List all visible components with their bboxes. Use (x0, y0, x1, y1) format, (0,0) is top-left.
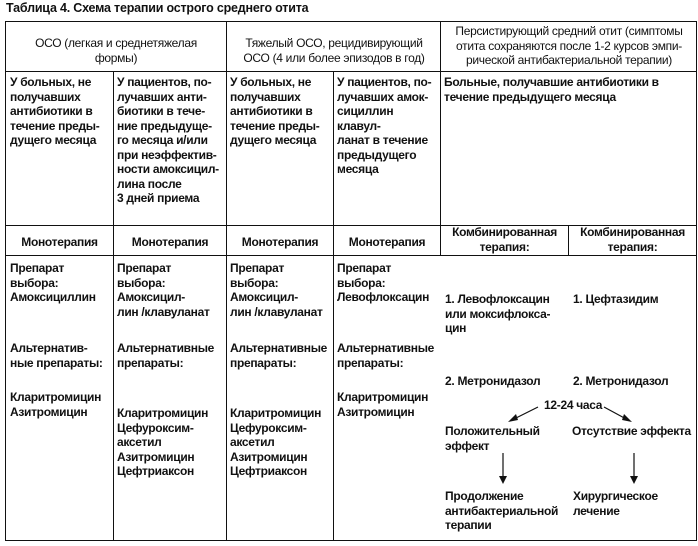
surgical-treatment: Хирургическое лечение (573, 489, 658, 518)
combo-step2-col6: 2. Метронидазол (573, 374, 669, 388)
drug-choice-col4: Препарат выбора: Левофлоксацин (337, 261, 430, 304)
alt-list-col1: Кларитромицин Азитромицин (10, 390, 102, 419)
header-persistent: Персистирующий средний отит (симптомы отита сохраняются после 1-2 курсов эмпи- рической антибактериальной терапии) (455, 24, 683, 67)
group-cell-2: У пациентов, по- лучавших анти- биотики в тече- ние предыдуще- го месяца и/или при неэффектив- ности амоксицил- лина после 3 дней приема (117, 75, 219, 205)
combo-step1-col6: 1. Цефтазидим (573, 292, 659, 306)
alt-list-col3: Кларитромицин Цефуроксим- аксетил Азитромицин Цефтриаксон (230, 406, 322, 478)
arrowhead-surgery (630, 476, 638, 484)
arrowhead-continue (499, 476, 507, 484)
therapy-cell-6: Комбинированная терапия: (580, 225, 685, 254)
header-oso-mild: ОСО (легкая и среднетяжелая формы) (35, 36, 197, 65)
therapy-cell-2: Монотерапия (131, 235, 209, 249)
drug-choice-col1: Препарат выбора: Амоксициллин (10, 261, 96, 304)
alt-label-col4: Альтернативные препараты: (337, 341, 435, 370)
alt-label-col2: Альтернативные препараты: (117, 341, 215, 370)
alt-label-col1: Альтернатив- ные препараты: (10, 341, 103, 370)
header-oso-severe: Тяжелый ОСО, рецидивирующий ОСО (4 или более эпизодов в год) (243, 36, 425, 65)
group-cell-4: У пациентов, по- лучавших амок- сициллин клавул- ланат в течение предыдущего месяца (337, 75, 432, 176)
positive-effect: Положительный эффект (445, 424, 540, 453)
group-cell-5: Больные, получавшие антибиотики в течение предыдущего месяца (444, 75, 659, 104)
drug-choice-col3: Препарат выбора: Амоксицил- лин /клавуланат (230, 261, 323, 319)
arrowhead-no-effect (622, 414, 632, 422)
table-title: Таблица 4. Схема терапии острого среднего отита (6, 1, 309, 15)
therapy-cell-5: Комбинированная терапия: (452, 225, 557, 254)
duration-label: 12-24 часа (544, 398, 603, 412)
group-cell-3: У больных, не получавших антибиотики в течение преды- дущего месяца (230, 75, 320, 147)
therapy-cell-1: Монотерапия (21, 235, 98, 249)
alt-label-col3: Альтернативные препараты: (230, 341, 328, 370)
alt-list-col2: Кларитромицин Цефуроксим- аксетил Азитромицин Цефтриаксон (117, 406, 209, 478)
therapy-cell-3: Монотерапия (241, 235, 319, 249)
combo-step2-col5: 2. Метронидазол (445, 374, 541, 388)
no-effect: Отсутствие эффекта (572, 424, 691, 438)
therapy-cell-4: Монотерапия (348, 235, 426, 249)
combo-step1-col5: 1. Левофлоксацин или моксифлокса- цин (445, 292, 551, 335)
group-cell-1: У больных, не получавших антибиотики в течение преды- дущего месяца (10, 75, 100, 147)
drug-choice-col2: Препарат выбора: Амоксицил- лин /клавуланат (117, 261, 210, 319)
arrowhead-positive (508, 414, 518, 422)
continue-therapy: Продолжение антибактериальной терапии (445, 489, 559, 532)
alt-list-col4: Кларитромицин Азитромицин (337, 390, 429, 419)
